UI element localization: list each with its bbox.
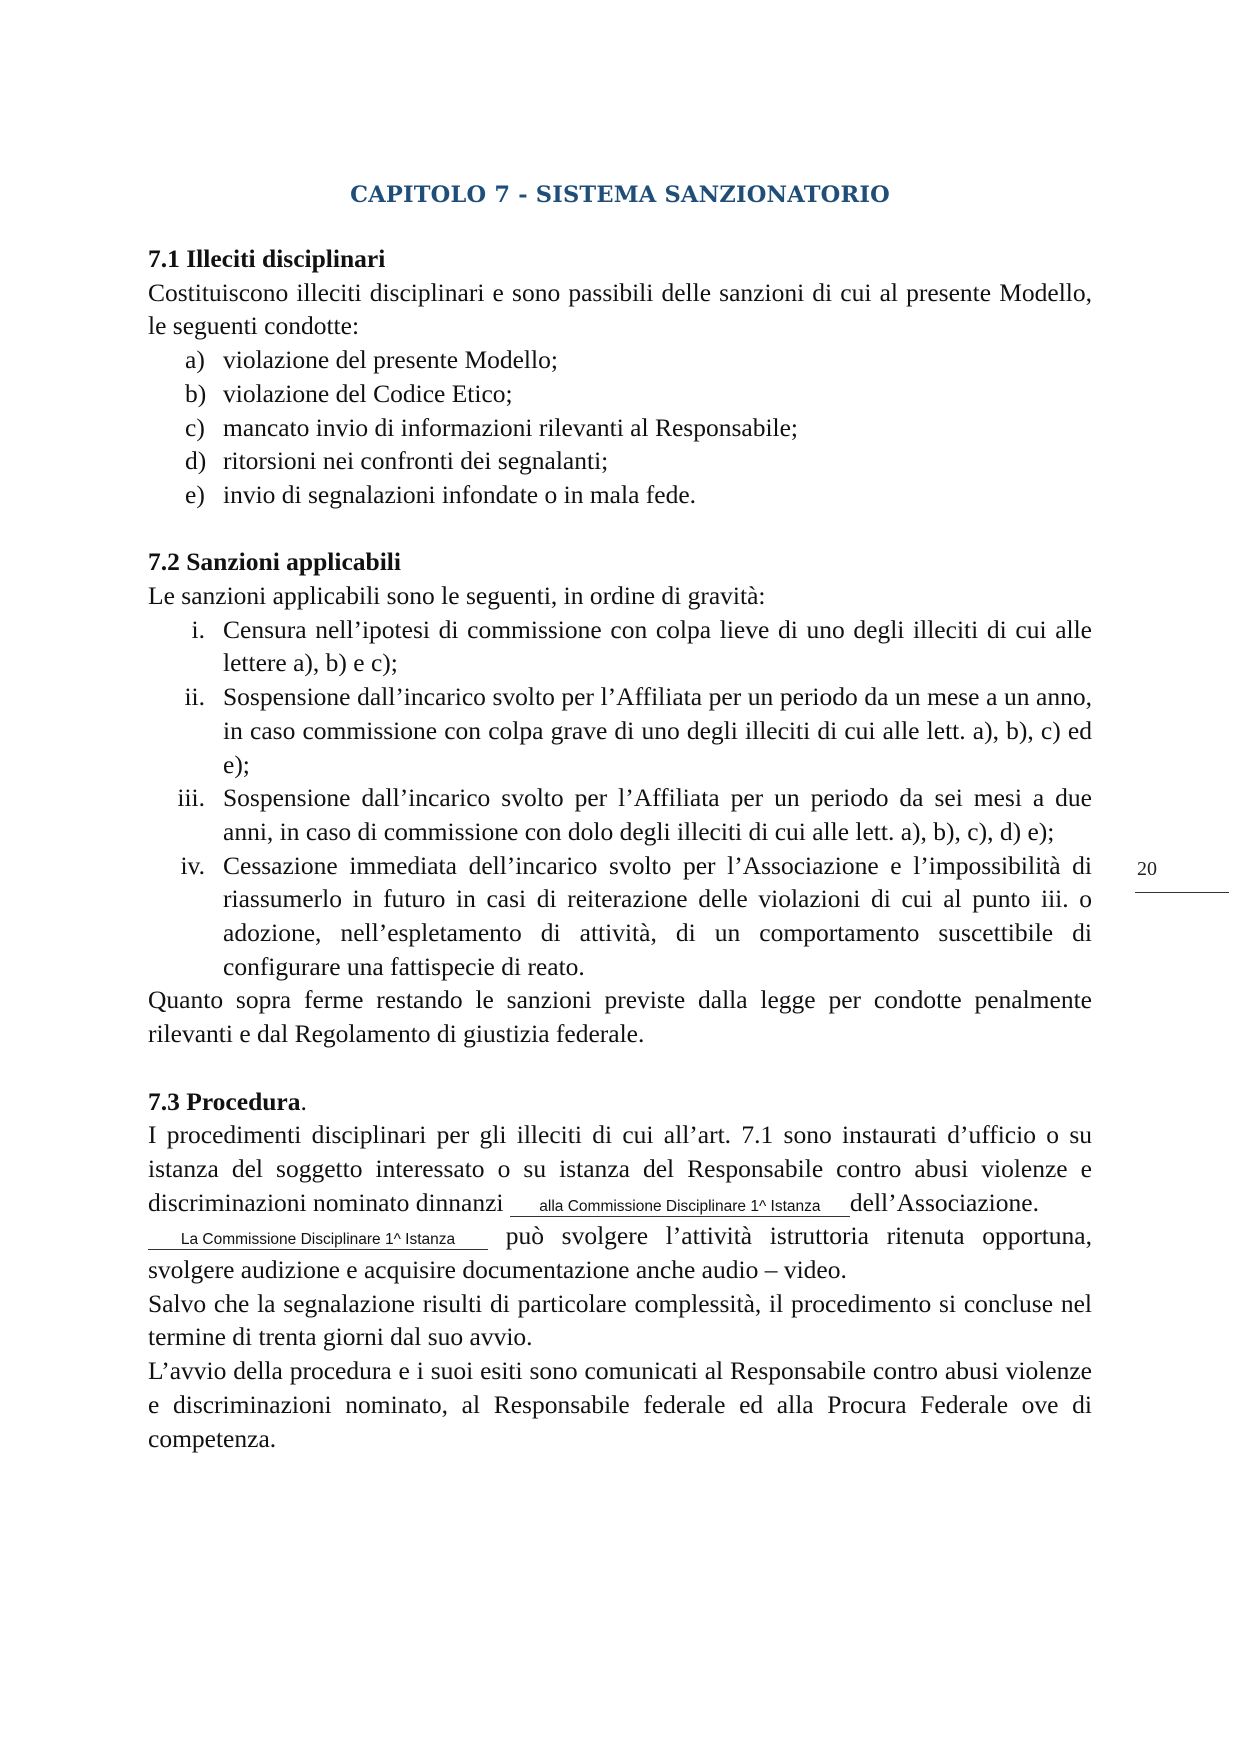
commission-field-2[interactable]: La Commissione Disciplinare 1^ Istanza bbox=[148, 1231, 488, 1250]
sanctions-list bbox=[148, 613, 1092, 984]
list-item-text: Sospensione dall’incarico svolto per l’Affiliata per un periodo da un mese a un anno, in caso commissione con colpa grave di uno degli illeciti di cui alle lett. a), b), c) ed e); bbox=[223, 682, 1092, 779]
list-marker: e) bbox=[185, 479, 205, 509]
section-heading-7-3: 7.3 Procedura bbox=[148, 1086, 301, 1116]
chapter-title: CAPITOLO 7 - SISTEMA SANZIONATORIO bbox=[350, 182, 890, 208]
section-heading-7-1: 7.1 Illeciti disciplinari bbox=[148, 244, 386, 273]
section-7-3-paragraph-2: Salvo che la segnalazione risulti di particolare complessità, il procedimento si concluse nel termine di trenta giorni dal suo avvio. bbox=[148, 1288, 1092, 1352]
list-item bbox=[148, 444, 1092, 478]
list-item-text: Sospensione dall’incarico svolto per l’Affiliata per un periodo da sei mesi a due anni, in caso di commissione con dolo degli illeciti di cui alle lett. a), b), c), d) e); bbox=[223, 783, 1092, 846]
list-marker: iii. bbox=[177, 783, 205, 813]
list-item-text: violazione del presente Modello; bbox=[223, 345, 558, 375]
list-item bbox=[148, 781, 1092, 848]
list-marker: iv. bbox=[180, 850, 205, 880]
list-item-text: ritorsioni nei confronti dei segnalanti; bbox=[223, 446, 609, 476]
offences-list bbox=[148, 343, 1092, 512]
list-item bbox=[148, 849, 1092, 984]
list-marker: b) bbox=[185, 378, 207, 408]
paragraph-text: dell’Associazione. bbox=[849, 1187, 1039, 1217]
list-marker: i. bbox=[191, 614, 205, 644]
list-item-text: invio di segnalazioni infondate o in mala fede. bbox=[223, 479, 697, 509]
spacer bbox=[148, 1051, 1092, 1085]
list-item bbox=[148, 613, 1092, 680]
heading-period: . bbox=[300, 1086, 307, 1116]
paragraph-text: I procedimenti disciplinari per gli illeciti di cui all’art. 7.1 sono instaurati d’ufficio o su istanza del soggetto interessato o su istanza del Responsabile contro abusi violenze e discriminazioni nominato dinnanzi bbox=[148, 1120, 1092, 1217]
list-item-text: violazione del Codice Etico; bbox=[223, 378, 513, 408]
list-item bbox=[148, 343, 1092, 377]
page-number: 20 bbox=[1137, 858, 1157, 880]
section-heading-7-2: 7.2 Sanzioni applicabili bbox=[148, 547, 401, 577]
section-7-1-intro: Costituiscono illeciti disciplinari e sono passibili delle sanzioni di cui al presente Modello, le seguenti condotte: bbox=[148, 277, 1092, 341]
list-item bbox=[148, 377, 1092, 411]
list-item-text: Cessazione immediata dell’incarico svolto per l’Associazione e l’impossibilità di riassumerlo in futuro in casi di reiterazione delle violazioni di cui al punto iii. o adozione, nell’espletamento di attività, di un comportamento suscettibile di configurare una fattispecie di reato. bbox=[223, 850, 1092, 981]
list-item bbox=[148, 411, 1092, 445]
section-7-3-paragraph-1 bbox=[148, 1118, 1092, 1287]
section-heading-7-3-row bbox=[148, 1085, 1092, 1119]
page-number-rule bbox=[1135, 892, 1229, 893]
list-marker: a) bbox=[185, 345, 205, 375]
list-marker: ii. bbox=[184, 682, 205, 712]
commission-field-1[interactable]: alla Commissione Disciplinare 1^ Istanza bbox=[510, 1198, 850, 1217]
paragraph-text: può svolgere l’attività istruttoria ritenuta opportuna, svolgere audizione e acquisire documentazione anche audio – video. bbox=[148, 1221, 1092, 1285]
list-item bbox=[148, 680, 1092, 781]
list-item-text: mancato invio di informazioni rilevanti al Responsabile; bbox=[223, 412, 799, 442]
section-7-2-intro: Le sanzioni applicabili sono le seguenti, in ordine di gravità: bbox=[148, 581, 766, 611]
list-item bbox=[148, 478, 1092, 512]
body-column bbox=[148, 242, 1092, 1455]
list-marker: c) bbox=[185, 412, 205, 442]
list-marker: d) bbox=[185, 446, 207, 476]
list-item-text: Censura nell’ipotesi di commissione con colpa lieve di uno degli illeciti di cui alle lettere a), b) e c); bbox=[223, 614, 1092, 678]
spacer bbox=[148, 512, 1092, 546]
section-7-2-closing: Quanto sopra ferme restando le sanzioni previste dalla legge per condotte penalmente rilevanti e dal Regolamento di giustizia federale. bbox=[148, 985, 1092, 1049]
section-7-3-paragraph-3: L’avvio della procedura e i suoi esiti sono comunicati al Responsabile contro abusi violenze e discriminazioni nominato, al Responsabile federale ed alla Procura Federale ove di competenza. bbox=[148, 1356, 1092, 1453]
